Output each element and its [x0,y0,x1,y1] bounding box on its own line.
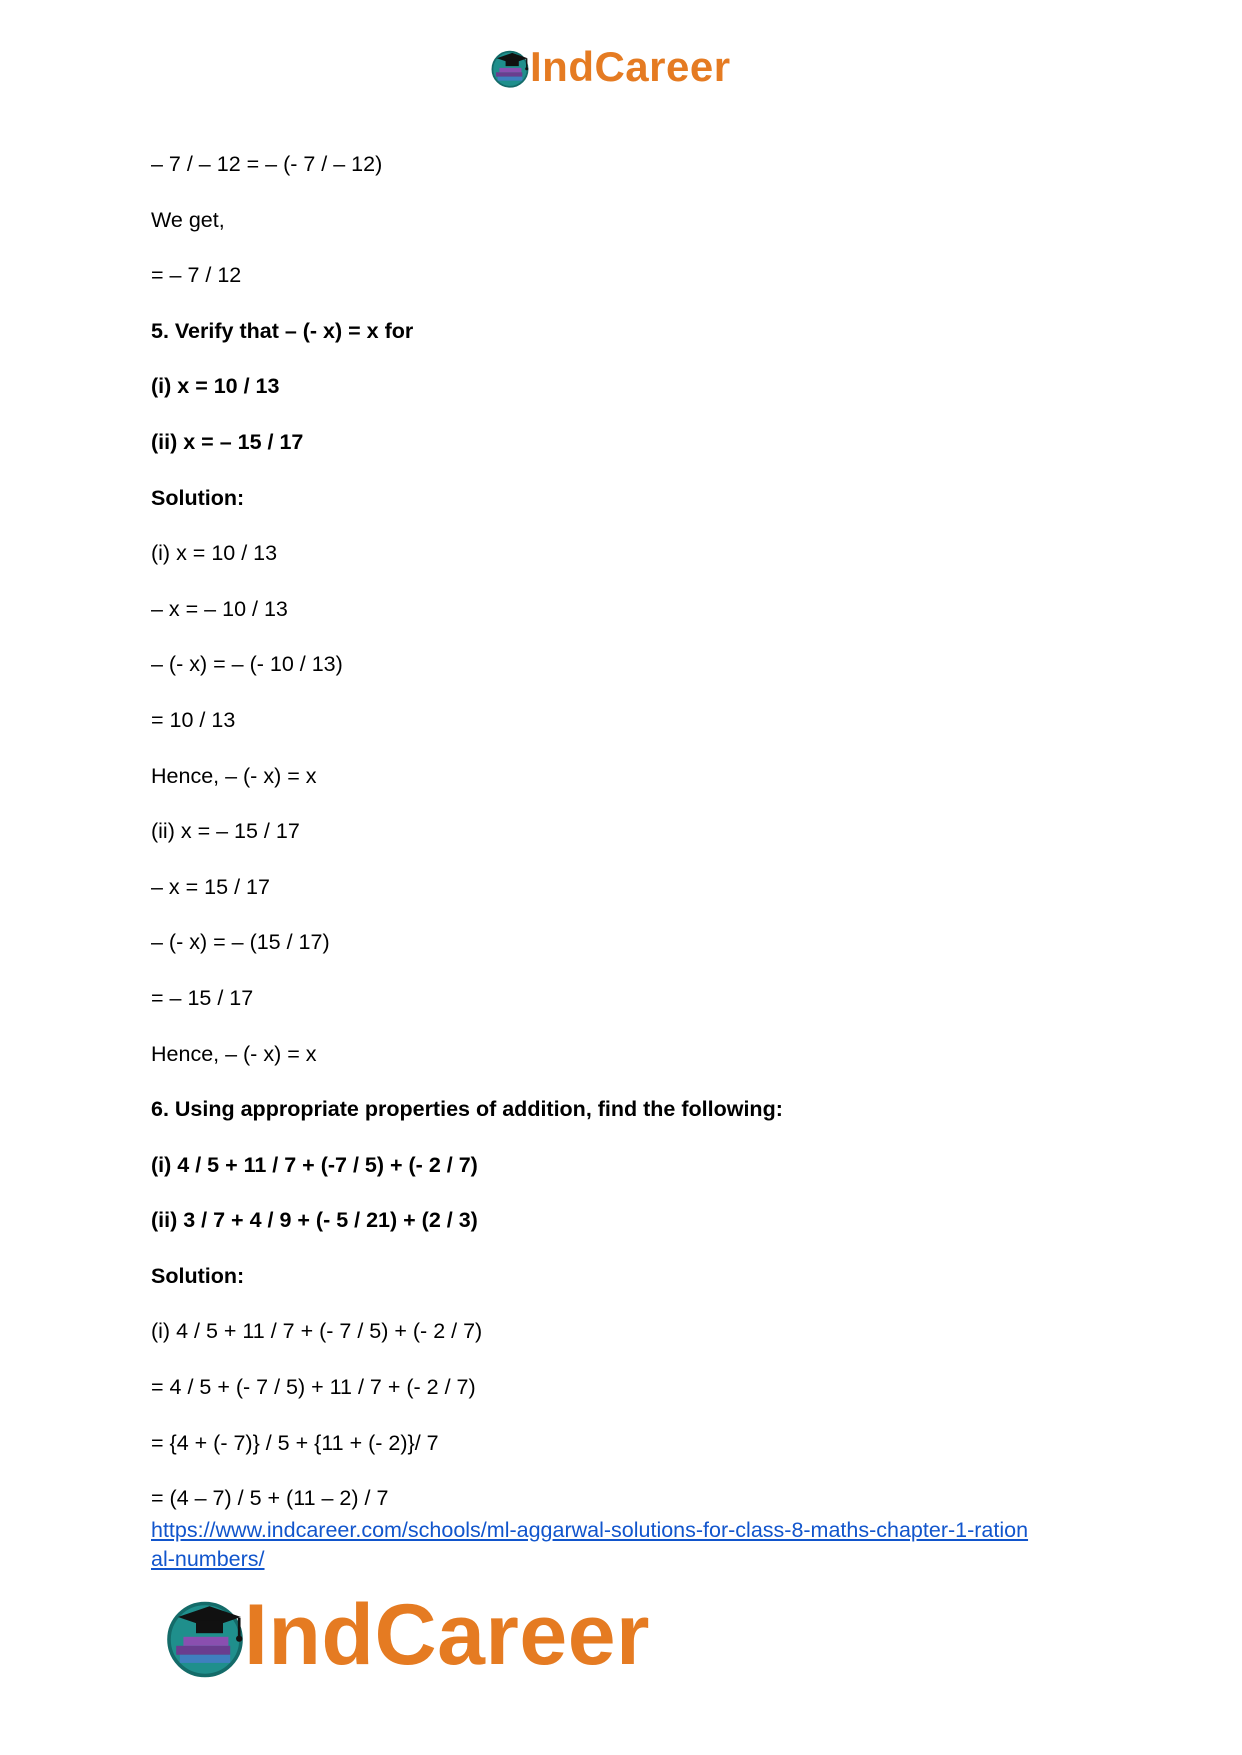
solution-heading: Solution: [151,485,245,510]
text-line: = 4 / 5 + (- 7 / 5) + 11 / 7 + (- 2 / 7) [151,1375,476,1400]
header-logo [488,42,763,92]
graduation-cap-books-icon [488,45,532,89]
text-line: = – 7 / 12 [151,263,242,288]
text-line: = (4 – 7) / 5 + (11 – 2) / 7 [151,1486,389,1511]
text-line: – 7 / – 12 = – (- 7 / – 12) [151,152,383,176]
text-line: Hence, – (- x) = x [151,763,317,788]
text-line: – x = – 10 / 13 [151,596,288,621]
text-line: – (- x) = – (- 10 / 13) [151,652,343,677]
graduation-cap-books-icon [160,1590,250,1680]
solution-heading: Solution: [151,1263,245,1288]
text-line: = – 15 / 17 [151,985,254,1010]
logo-text: IndCareer [530,43,731,90]
footer-logo [160,1585,705,1685]
document-body [151,148,1101,1538]
question-heading: 5. Verify that – (- x) = x for [151,318,414,343]
logo-text: IndCareer [244,1586,650,1683]
question-part: (i) 4 / 5 + 11 / 7 + (-7 / 5) + (- 2 / 7) [151,1152,478,1177]
text-line: (i) 4 / 5 + 11 / 7 + (- 7 / 5) + (- 2 / 7) [151,1319,483,1344]
text-line: (i) x = 10 / 13 [151,541,278,566]
source-link-line: https://www.indcareer.com/schools/ml-aggarwal-solutions-for-class-8-maths-chapter-1-ration [151,1518,1029,1542]
question-part: (i) x = 10 / 13 [151,374,280,399]
text-line: = {4 + (- 7)} / 5 + {11 + (- 2)}/ 7 [151,1430,439,1455]
question-heading: 6. Using appropriate properties of addition, find the following: [151,1097,783,1122]
text-line: Hence, – (- x) = x [151,1041,317,1066]
text-line: (ii) x = – 15 / 17 [151,819,300,844]
text-line: We get, [151,207,225,232]
text-line: – (- x) = – (15 / 17) [151,930,330,955]
source-link[interactable] [151,1516,1111,1574]
question-part: (ii) x = – 15 / 17 [151,429,304,454]
text-line: – x = 15 / 17 [151,874,270,899]
source-link-line: al-numbers/ [151,1547,265,1571]
text-line: = 10 / 13 [151,707,236,732]
question-part: (ii) 3 / 7 + 4 / 9 + (- 5 / 21) + (2 / 3) [151,1208,478,1233]
